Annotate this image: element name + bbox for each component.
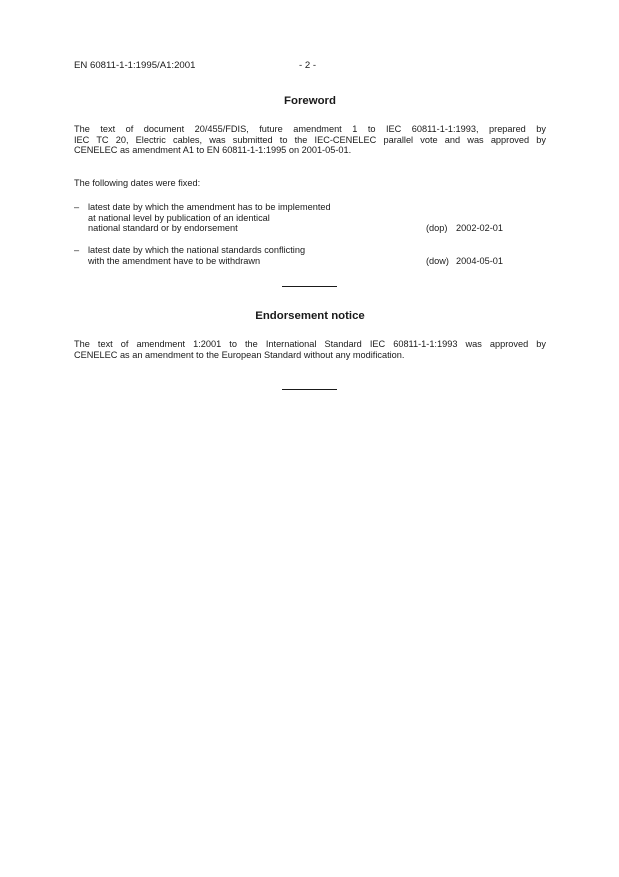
date-value: 2002-02-01 — [456, 223, 503, 234]
endorsement-line: The text of amendment 1:2001 to the International Standard IEC 60811-1-1:1993 was approved by — [74, 339, 546, 349]
page-number: - 2 - — [299, 60, 317, 71]
document-id: EN 60811-1-1:1995/A1:2001 — [74, 60, 196, 71]
date-item-line: national standard or by endorsement — [88, 223, 238, 234]
foreword-paragraph — [74, 124, 546, 156]
endorsement-line: CENELEC as an amendment to the European Standard without any modification. — [74, 349, 405, 360]
list-dash: – — [74, 245, 80, 255]
foreword-heading: Foreword — [284, 95, 336, 107]
date-item-text — [88, 245, 398, 266]
date-code: (dow) — [426, 255, 449, 266]
date-item-text — [88, 202, 398, 234]
date-item-line: with the amendment have to be withdrawn — [88, 255, 261, 266]
date-code: (dop) — [426, 223, 448, 234]
date-item-line: latest date by which the amendment has to be implemented — [88, 202, 331, 212]
section-divider — [282, 286, 337, 287]
foreword-line: The text of document 20/455/FDIS, future amendment 1 to IEC 60811-1-1:1993, prepared by — [74, 124, 546, 134]
date-value: 2004-05-01 — [456, 255, 503, 266]
section-divider — [282, 389, 337, 390]
endorsement-heading: Endorsement notice — [255, 310, 365, 322]
list-dash: – — [74, 202, 80, 212]
dates-intro: The following dates were fixed: — [74, 178, 201, 188]
date-item-line: latest date by which the national standards conflicting — [88, 245, 306, 255]
foreword-line: CENELEC as amendment A1 to EN 60811-1-1:1995 on 2001-05-01. — [74, 145, 352, 156]
date-item-line: at national level by publication of an identical — [88, 212, 270, 223]
foreword-line: IEC TC 20, Electric cables, was submitted to the IEC-CENELEC parallel vote and was approved by — [74, 134, 546, 145]
endorsement-paragraph — [74, 339, 546, 360]
